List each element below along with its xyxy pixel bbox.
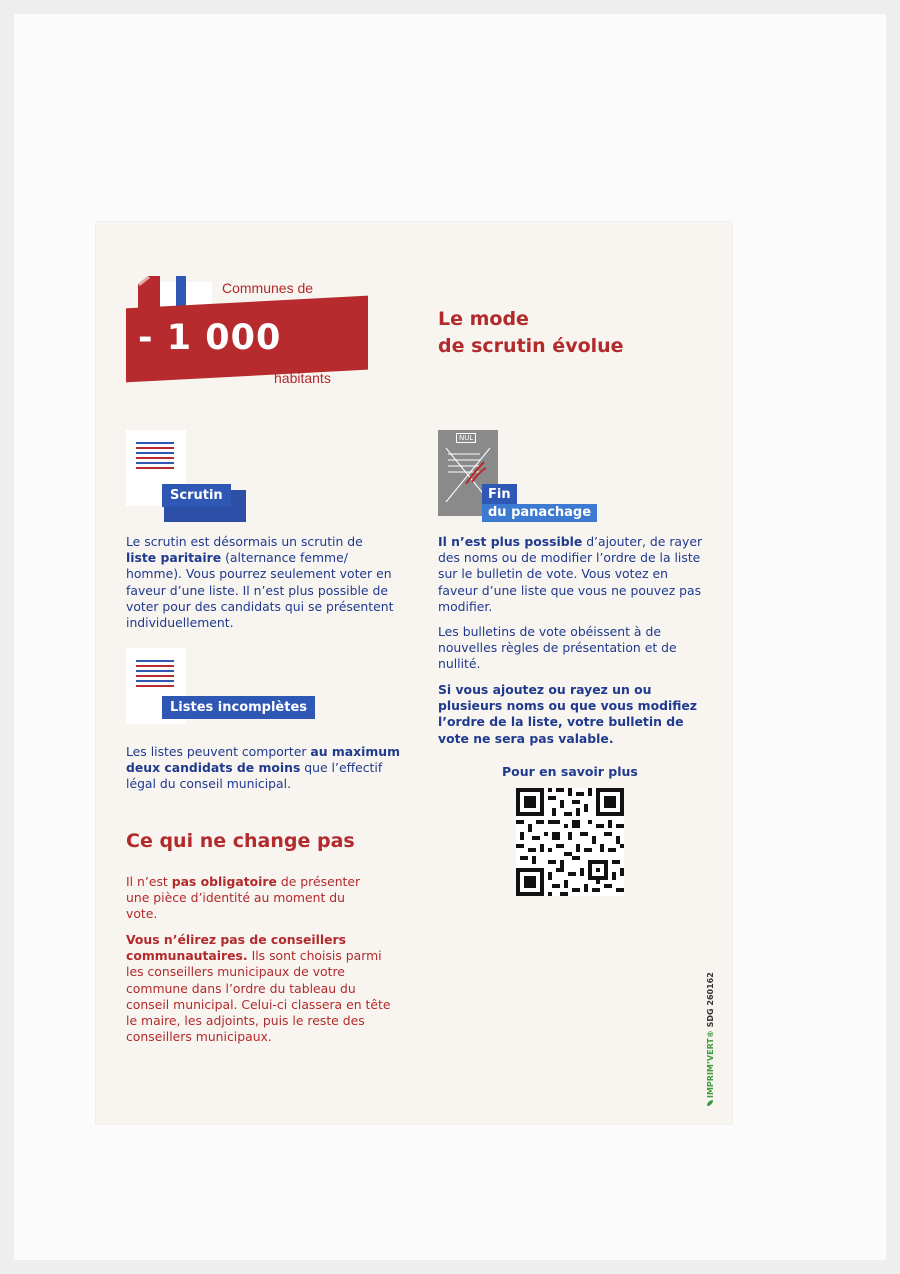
printer-brand: IMPRIM’VERT®: [706, 1030, 715, 1098]
panachage-paragraph-2: Les bulletins de vote obéissent à de nouvelles règles de présentation et de nullité.: [438, 624, 677, 672]
listes-paragraph: Les listes peuvent comporter au maximum deux candidats de moins que l’effectif légal du conseil municipal.: [126, 744, 401, 792]
panachage-tag-line1: Fin: [482, 484, 517, 505]
scrutin-tag: Scrutin: [162, 484, 231, 507]
page-title-line1: Le mode: [438, 308, 529, 330]
header-line-bottom: habitants: [274, 370, 331, 386]
panachage-tag-line2: du panachage: [482, 504, 597, 522]
header-number: - 1 000: [138, 318, 282, 358]
page-title-line2: de scrutin évolue: [438, 335, 624, 357]
section-title-unchanged: Ce qui ne change pas: [126, 830, 355, 852]
page-title: [438, 306, 624, 360]
panachage-paragraph-3: Si vous ajoutez ou rayez un ou plusieurs noms ou que vous modifiez l’ordre de la liste, votre bulletin de vote ne sera pas valable.: [438, 682, 698, 746]
more-info-label: Pour en savoir plus: [502, 764, 638, 779]
leaflet-page: [96, 222, 732, 1124]
unchanged-paragraph-1: Il n’est pas obligatoire de présenter une pièce d’identité au moment du vote.: [126, 874, 361, 922]
printer-code: SDG 260162: [706, 972, 715, 1028]
panachage-paragraph-1: Il n’est plus possible d’ajouter, de rayer des noms ou de modifier l’ordre de la liste sur le bulletin de vote. Vous votez en faveur d’une liste que vous ne pouvez pas modifier.: [438, 534, 703, 614]
listes-tag: Listes incomplètes: [162, 696, 315, 719]
scrutin-paragraph: Le scrutin est désormais un scrutin de liste paritaire (alternance femme/ homme). Vous pourrez seulement voter en faveur d’une liste. Il n’est plus possible de voter pour des candidats qui se présentent individuellement.: [126, 534, 394, 631]
nul-label: NUL: [456, 433, 476, 443]
header-line-top: Communes de: [222, 280, 314, 296]
printer-mark: [700, 972, 720, 1108]
leaf-icon: [707, 1100, 713, 1106]
unchanged-paragraph-2: Vous n’élirez pas de conseillers communautaires. Ils sont choisis parmi les conseillers municipaux de votre commune dans l’ordre du tableau du conseil municipal. Celui-ci classera en tête le maire, les adjoints, puis le reste des conseillers municipaux.: [126, 932, 391, 1045]
qr-code-icon[interactable]: [516, 788, 624, 896]
